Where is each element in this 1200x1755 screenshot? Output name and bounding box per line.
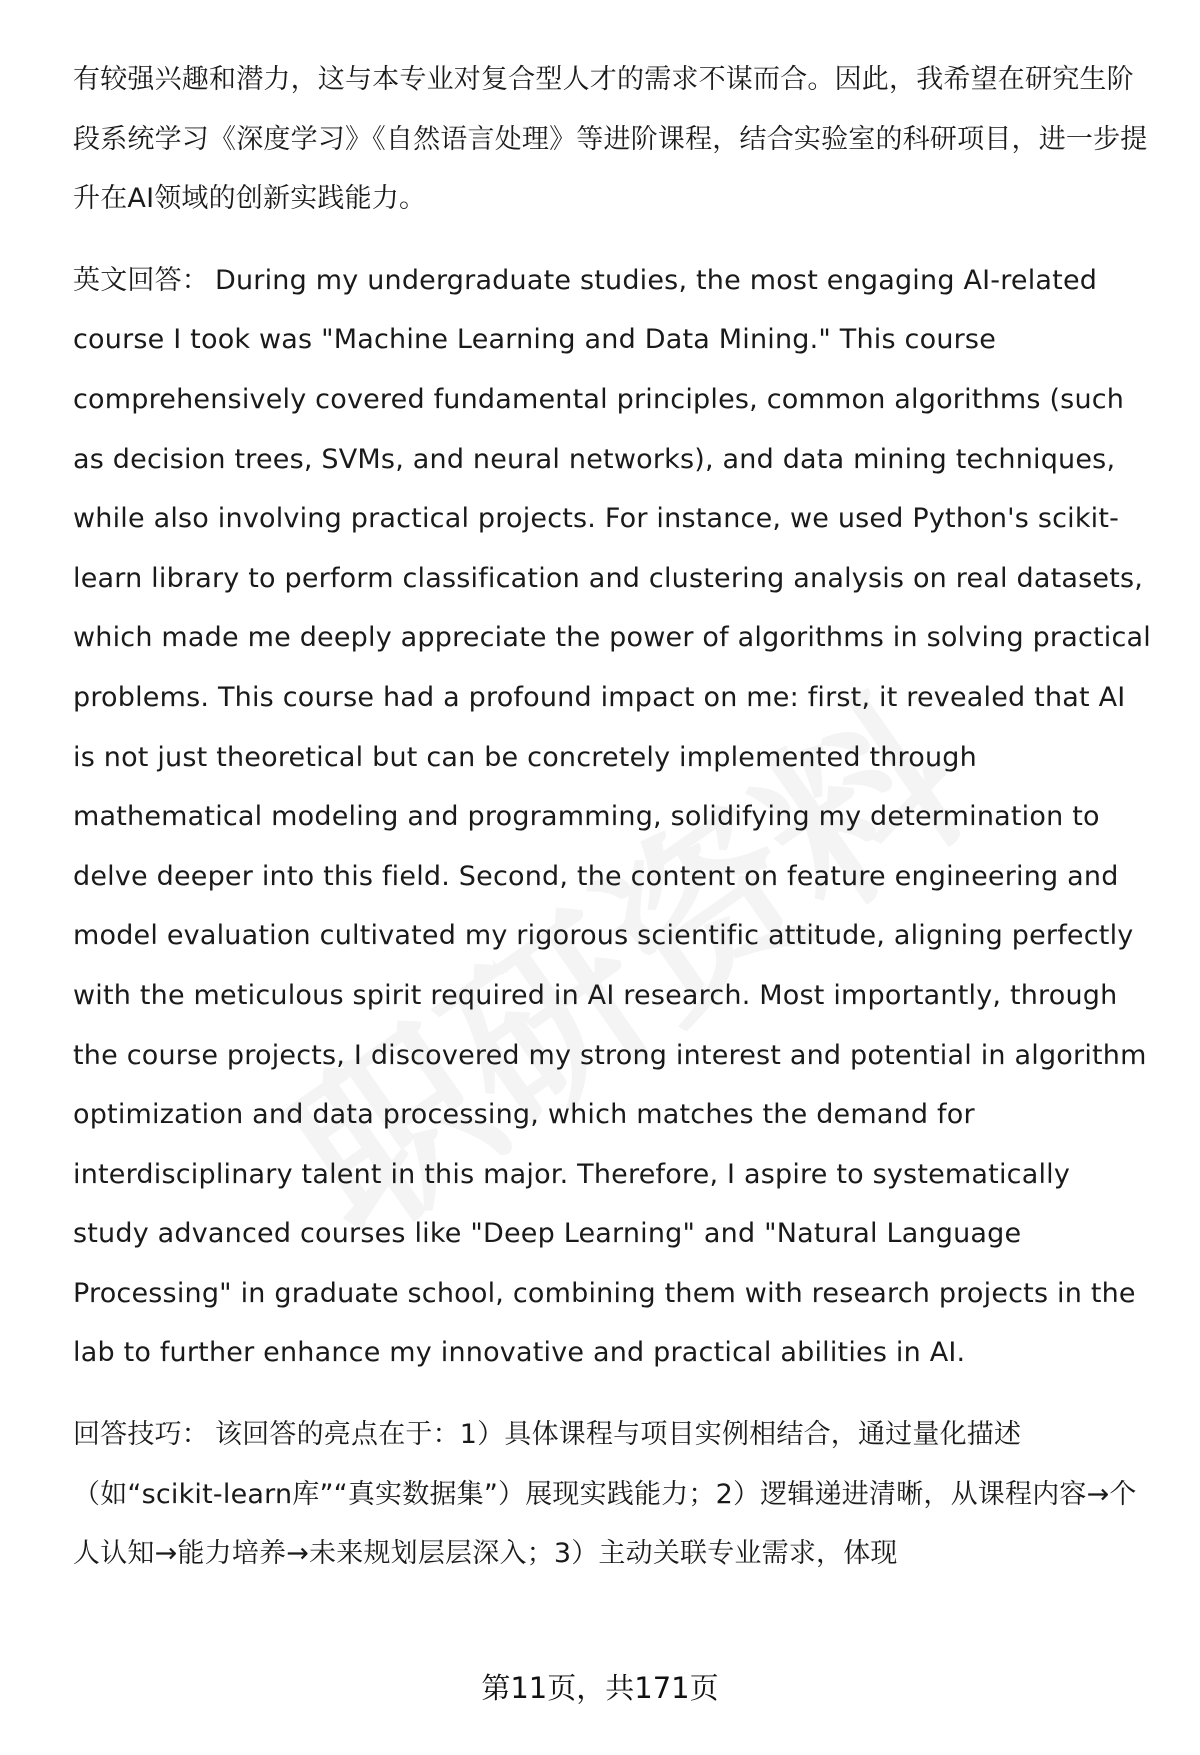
- paragraph-answer-tips: [73, 1405, 1153, 1584]
- paragraph-english-answer: [73, 251, 1153, 1383]
- answer-tips-text: 该回答的亮点在于：1）具体课程与项目实例相结合，通过量化描述（如“scikit-learn库”“真实数据集”）展现实践能力；2）逻辑递进清晰，从课程内容→个人认知→能力培养→未来规划层层深入；3）主动关联专业需求，体现: [73, 1419, 1137, 1570]
- english-answer-label: 英文回答：: [73, 264, 209, 296]
- english-answer-text: During my undergraduate studies, the most engaging AI-related course I took was "Machine Learning and Data Mining." This course comprehensively covered fundamental principles, common algorithms (such as decision trees, SVMs, and neural networks), and data mining techniques, while also involving practical projects. For instance, we used Python's scikit-learn library to perform classification and clustering analysis on real datasets, which made me deeply appreciate the power of algorithms in solving practical problems. This course had a profound impact on me: first, it revealed that AI is not just theoretical but can be concretely implemented through mathematical modeling and programming, solidifying my determination to delve deeper into this field. Second, the content on feature engineering and model evaluation cultivated my rigorous scientific attitude, aligning perfectly with the meticulous spirit required in AI research. Most importantly, through the course projects, I discovered my strong interest and potential in algorithm optimization and data processing, which matches the demand for interdisciplinary talent in this major. Therefore, I aspire to systematically study advanced courses like "Deep Learning" and "Natural Language Processing" in graduate school, combining them with research projects in the lab to further enhance my innovative and practical abilities in AI.: [73, 264, 1151, 1369]
- answer-tips-label: 回答技巧：: [73, 1419, 209, 1451]
- document-page: [73, 50, 1153, 1584]
- paragraph-chinese-intro: 有较强兴趣和潜力，这与本专业对复合型人才的需求不谋而合。因此，我希望在研究生阶段系统学习《深度学习》《自然语言处理》等进阶课程，结合实验室的科研项目，进一步提升在AI领域的创新实践能力。: [73, 64, 1148, 215]
- page-number-footer: 第11页，共171页: [481, 1671, 719, 1705]
